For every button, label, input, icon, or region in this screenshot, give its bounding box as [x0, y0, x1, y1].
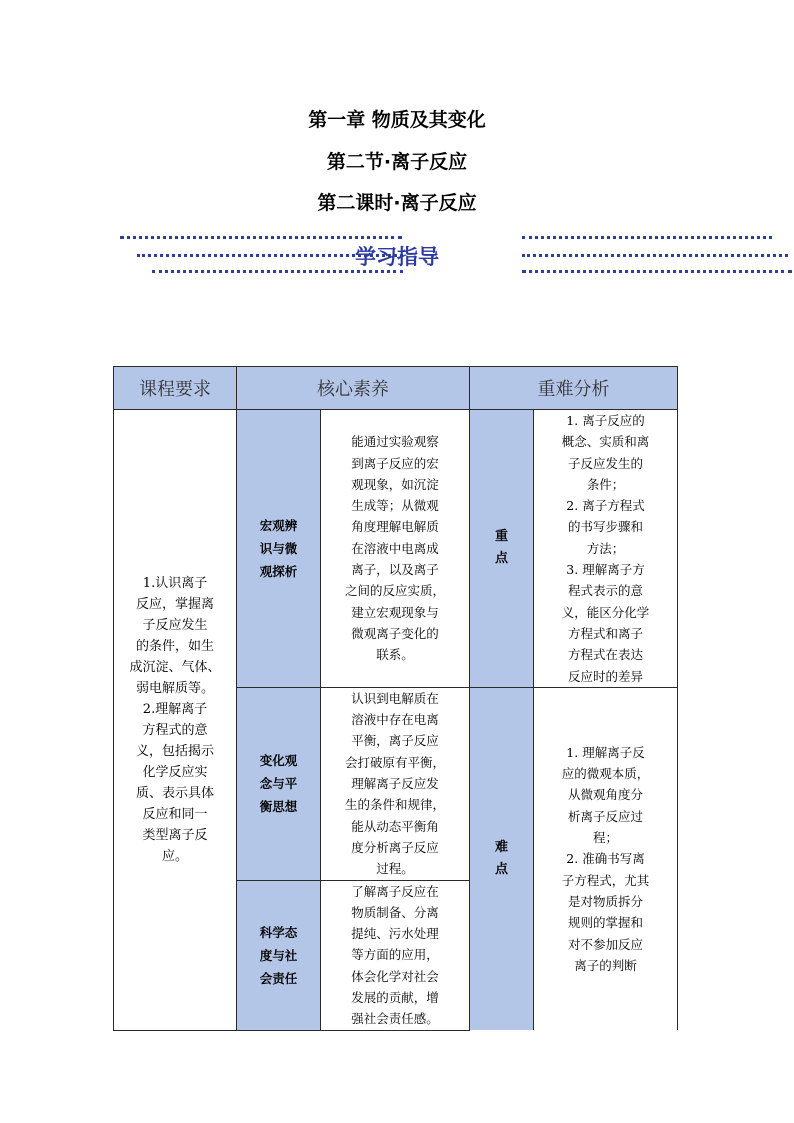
chapter-title: 第一章 物质及其变化: [308, 109, 486, 131]
literacy-text: 了解离子反应在 物质制备、分离 提纯、污水处理 等方面的应用， 体会化学对社会 发展的贡献，增 强社会责任感。: [321, 880, 470, 1030]
literacy-name: 变化观 念与平 衡思想: [237, 687, 321, 880]
study-guide-table: [113, 366, 678, 1031]
difficult-point-label: 难 点: [494, 837, 510, 881]
literacy-name: 宏观辨 识与微 观探析: [237, 410, 321, 688]
study-guide-heading: 学习指导: [355, 245, 439, 269]
literacy-name: 科学态 度与社 会责任: [237, 880, 321, 1030]
header-course-requirements: 课程要求: [114, 367, 237, 410]
dotted-divider: [522, 236, 772, 239]
key-point-cell: [470, 410, 534, 688]
header-core-literacy: 核心素养: [237, 367, 470, 410]
literacy-text: 认识到电解质在 溶液中存在电离 平衡，离子反应 会打破原有平衡， 理解离子反应发 生的条件和规律， 能从动态平衡角 度分析离子反应 过程。: [321, 687, 470, 880]
difficult-point-cell: [470, 687, 534, 1030]
key-point-text: 1. 离子反应的 概念、实质和离 子反应发生的 条件； 2. 离子方程式 的书写步骤和 方法； 3. 理解离子方 程式表示的意 义，能区分化学 方程式和离子 方程式在表达 反应时的差异: [534, 410, 678, 688]
key-point-label: 重 点: [494, 526, 510, 570]
difficult-point-text: 1. 理解离子反 应的微观本质， 从微观角度分 析离子反应过 程； 2. 准确书写离 子方程式，尤其 是对物质拆分 规则的掌握和 对不参加反应 离子的判断: [534, 687, 678, 1030]
table-header-row: [114, 367, 678, 410]
header-key-difficulty: 重难分析: [470, 367, 678, 410]
table-row: [114, 410, 678, 688]
literacy-text: 能通过实验观察 到离子反应的宏 观现象，如沉淀 生成等；从微观 角度理解电解质 在溶液中电离成 离子，以及离子 之间的反应实质， 建立宏观现象与 微观离子变化的 联系。: [321, 410, 470, 688]
course-requirement-text: 1.认识离子 反应，掌握离 子反应发生 的条件，如生 成沉淀、气体、 弱电解质等。 2.理解离子 方程式的意 义，包括揭示 化学反应实 质、表示具体 反应和同一 类型离子反 应。: [114, 410, 237, 1031]
dotted-divider: [120, 236, 402, 239]
section-title: 第二节·离子反应: [326, 151, 468, 173]
lesson-title: 第二课时·离子反应: [317, 192, 477, 214]
